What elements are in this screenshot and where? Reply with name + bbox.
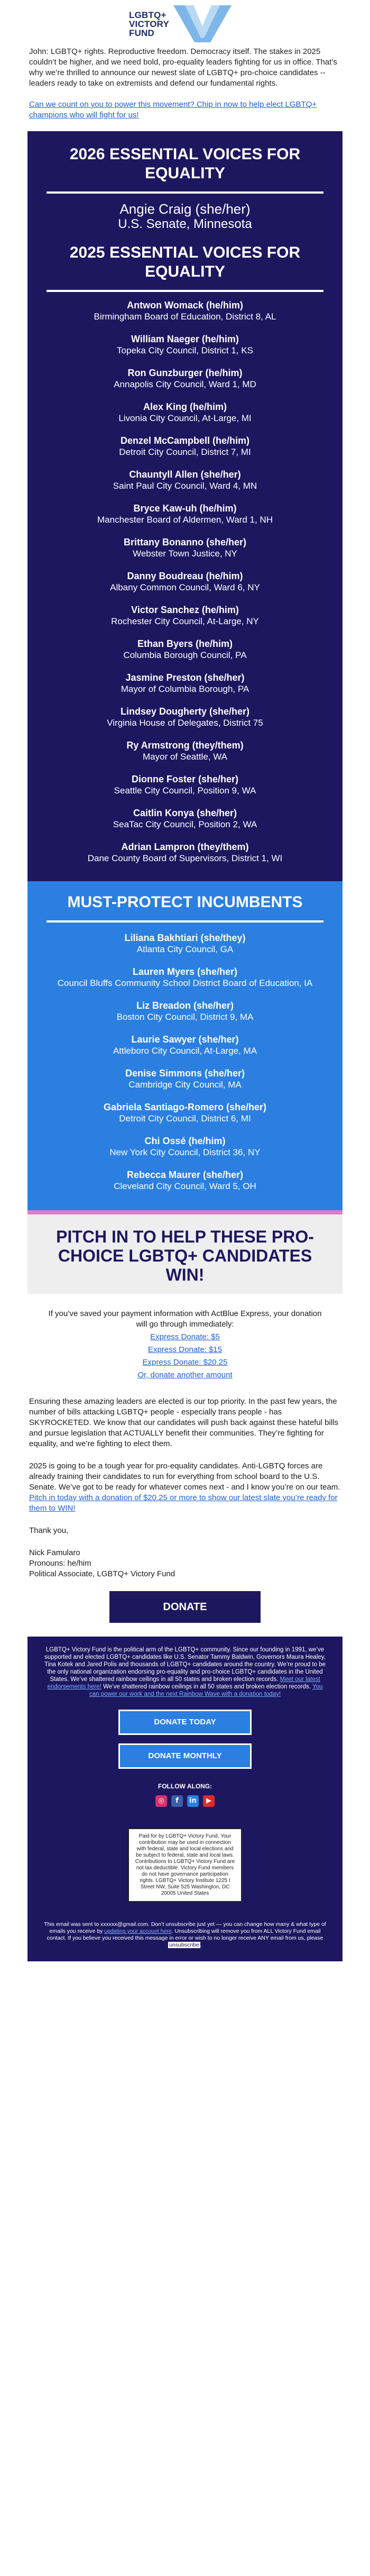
intro-text: John: LGBTQ+ rights. Reproductive freedom. Democracy itself. The stakes in 2025 couldn’t be higher, and we need bold, pro-equality leaders fighting for us in office. That’s why we’re thrilled to announce our newest slate of LGBTQ+ pro-choice candidates -- leaders ready to take on extremists and defend our fundamental rights.	[29, 47, 337, 88]
candidate-entry	[43, 1034, 327, 1057]
candidate-entry	[43, 401, 327, 424]
section-heading-incumbents: MUST-PROTECT INCUMBENTS	[67, 893, 303, 911]
pitch-banner	[27, 1214, 343, 1294]
candidate-entry	[43, 932, 327, 955]
letter-body	[0, 1383, 370, 1579]
candidate-entry	[43, 841, 327, 864]
donate-button[interactable]: DONATE	[109, 1591, 261, 1623]
candidate-name: Laurie Sawyer (she/her)	[131, 1034, 239, 1045]
candidate-name: Caitlin Konya (she/her)	[133, 808, 237, 818]
candidate-entry	[43, 966, 327, 989]
candidate-office: Rochester City Council, At-Large, NY	[111, 616, 259, 626]
candidate-office: Dane County Board of Supervisors, District 1, WI	[87, 853, 283, 863]
candidate-entry	[43, 773, 327, 797]
youtube-icon[interactable]: ▶	[203, 1795, 215, 1807]
pitch-in-link[interactable]: Pitch in today with a donation of $20.25 or more to show our latest slate you’re ready for them to WIN!	[29, 1493, 338, 1513]
unsub-text: .	[200, 1942, 202, 1948]
section-heading-2025: 2025 ESSENTIAL VOICES FOR EQUALITY	[69, 244, 301, 280]
candidate-name: Angie Craig (she/her)	[119, 201, 251, 217]
social-links	[42, 1795, 328, 1807]
unsubscribe-link[interactable]: unsubscribe	[169, 1942, 199, 1948]
candidate-name: Gabriela Santiago-Romero (she/her)	[103, 1102, 267, 1112]
essential-voices-section	[27, 131, 343, 881]
candidate-office: Cleveland City Council, Ward 5, OH	[114, 1181, 256, 1191]
candidate-name: Rebecca Maurer (she/her)	[126, 1170, 244, 1180]
candidate-office: Boston City Council, District 9, MA	[116, 1012, 254, 1022]
candidate-name: Liz Breadon (she/her)	[136, 1000, 234, 1011]
candidate-office: Livonia City Council, At-Large, MI	[118, 413, 252, 423]
express-donate-5[interactable]: Express Donate: $5	[150, 1332, 220, 1341]
donate-today-button[interactable]: DONATE TODAY	[118, 1710, 252, 1735]
divider	[47, 191, 323, 194]
body-text: 2025 is going to be a tough year for pro-equality candidates. Anti-LGBTQ forces are already training their candidates to run for everything from school board to the U.S. Senate. We’ve got to be ready for whatever comes next - and I know you’re on our team.	[29, 1461, 340, 1492]
candidate-office: Seattle City Council, Position 9, WA	[114, 785, 256, 796]
candidate-name: Denzel McCampbell (he/him)	[120, 435, 250, 446]
candidate-list-incumbents	[43, 932, 327, 1192]
candidate-entry	[43, 604, 327, 627]
candidate-office: New York City Council, District 36, NY	[109, 1147, 261, 1157]
candidate-entry	[43, 739, 327, 763]
candidate-office: Detroit City Council, District 6, MI	[119, 1113, 251, 1123]
candidate-name: Victor Sanchez (he/him)	[131, 605, 239, 615]
candidate-office: Columbia Borough Council, PA	[123, 650, 247, 660]
candidate-entry	[43, 570, 327, 593]
candidate-name: Chi Ossé (he/him)	[144, 1136, 226, 1146]
candidate-entry	[43, 367, 327, 390]
candidate-office: Attleboro City Council, At-Large, MA	[113, 1046, 257, 1056]
body-paragraph	[29, 1461, 341, 1514]
candidate-office: Albany Common Council, Ward 6, NY	[110, 582, 260, 592]
candidate-office: Mayor of Seattle, WA	[143, 752, 227, 762]
logo-line: LGBTQ+	[129, 10, 166, 20]
donate-other-amount[interactable]: Or, donate another amount	[137, 1371, 233, 1380]
candidate-name: Dionne Foster (she/her)	[131, 774, 239, 784]
candidate-office: U.S. Senate, Minnesota	[118, 217, 252, 231]
candidate-list-2025	[43, 299, 327, 864]
candidate-office: Cambridge City Council, MA	[128, 1080, 242, 1090]
candidate-name: Lindsey Dougherty (she/her)	[120, 706, 250, 717]
intro	[0, 47, 370, 121]
express-donate-15[interactable]: Express Donate: $15	[147, 1345, 223, 1354]
linkedin-icon[interactable]: in	[187, 1795, 199, 1807]
unsubscribe-text	[42, 1921, 328, 1949]
logo[interactable]	[129, 11, 169, 38]
rainbow-wave-link[interactable]: You can power our work and the next Rainbow Wave with a donation today!	[89, 1684, 323, 1697]
candidate-entry	[43, 333, 327, 357]
logo-line: VICTORY	[129, 19, 170, 29]
thanks: Thank you,	[29, 1526, 69, 1535]
candidate-office: Atlanta City Council, GA	[136, 944, 234, 954]
candidate-office: Council Bluffs Community School District Board of Education, IA	[57, 978, 313, 988]
paid-for-box: Paid for by LGBTQ+ Victory Fund. Your contribution may be used in connection with federal, state and local elections and be subject to federal, state and local laws. Contributions to LGBTQ+ Victory Fund are not tax deductible. Victory Fund members do not have governance participation rights. LGBTQ+ Victory Institute 1225 I Street NW, Suite 525 Washington, DC 20005 United States	[128, 1828, 242, 1902]
candidate-entry	[43, 1000, 327, 1023]
candidate-office: Virginia House of Delegates, District 75	[107, 718, 263, 728]
candidate-office: Webster Town Justice, NY	[133, 549, 237, 559]
body-paragraph: Ensuring these amazing leaders are elected is our top priority. In the past few years, the number of bills attacking LGBTQ+ people - especially trans people - has SKYROCKETED. We know that our candidates will push back against these hateful bills and pursue legislation that ACTUALLY benefit their communities. They’re fighting for equality, and we’re fighting to elect them.	[29, 1397, 339, 1448]
candidate-entry	[43, 807, 327, 830]
follow-label: FOLLOW ALONG:	[158, 1783, 212, 1790]
candidate-office: SeaTac City Council, Position 2, WA	[113, 819, 257, 829]
candidate-entry	[43, 536, 327, 560]
incumbents-section	[27, 881, 343, 1210]
candidate-office: Manchester Board of Aldermen, Ward 1, NH	[97, 515, 273, 525]
candidate-entry	[43, 1169, 327, 1192]
candidate-entry	[43, 672, 327, 695]
unsub-text: This email was sent to xxxxxx@gmail.com. Don’t unsubscribe just yet — you can change how many & what type of emails you receive by	[44, 1921, 326, 1934]
candidate-name: Brittany Bonanno (she/her)	[123, 537, 246, 547]
intro-donate-link[interactable]: Can we count on you to power this movement? Chip in now to help elect LGBTQ+ champions who will fight for us!	[29, 100, 317, 120]
footer	[27, 1637, 343, 1961]
divider	[47, 290, 323, 292]
candidate-name: William Naeger (he/him)	[131, 334, 239, 344]
candidate-entry	[43, 435, 327, 458]
candidate-name: Alex King (he/him)	[143, 401, 227, 412]
candidate-office: Birmingham Board of Education, District 8, AL	[94, 312, 276, 322]
candidate-entry	[43, 1101, 327, 1125]
pitch-heading: PITCH IN TO HELP THESE PRO-CHOICE LGBTQ+ CANDIDATES WIN!	[56, 1227, 314, 1284]
candidate-name: Ry Armstrong (they/them)	[126, 740, 244, 751]
candidate-name: Lauren Myers (she/her)	[132, 966, 238, 977]
signer-title: Political Associate, LGBTQ+ Victory Fund	[29, 1569, 175, 1578]
express-donate-20[interactable]: Express Donate: $20.25	[142, 1358, 228, 1367]
candidate-name: Denise Simmons (she/her)	[125, 1068, 245, 1079]
logo-line: FUND	[129, 28, 155, 38]
bottom-spacer	[0, 1961, 370, 1972]
candidate-entry	[43, 638, 327, 661]
candidate-office: Annapolis City Council, Ward 1, MD	[114, 379, 256, 389]
about-text	[42, 1646, 328, 1698]
facebook-icon[interactable]: f	[171, 1795, 183, 1807]
candidate-office: Detroit City Council, District 7, MI	[119, 447, 251, 457]
donate-intro: If you’ve saved your payment information with ActBlue Express, your donation will go through immediately:	[48, 1309, 322, 1329]
donate-monthly-button[interactable]: DONATE MONTHLY	[118, 1743, 252, 1769]
candidate-entry	[43, 1135, 327, 1158]
update-account-link[interactable]: updating your account here	[104, 1928, 172, 1934]
signer-pronouns: Pronouns: he/him	[29, 1559, 91, 1568]
header	[0, 0, 370, 47]
candidate-entry	[43, 299, 327, 323]
candidate-name: Bryce Kaw-uh (he/him)	[133, 503, 237, 514]
candidate-name: Jasmine Preston (she/her)	[125, 672, 245, 683]
express-donate-list	[0, 1309, 370, 1381]
candidate-entry	[43, 1067, 327, 1091]
candidate-name: Liliana Bakhtiari (she/they)	[124, 933, 246, 943]
divider	[47, 920, 323, 922]
pink-divider	[27, 1210, 343, 1214]
candidate-office: Mayor of Columbia Borough, PA	[121, 684, 249, 694]
candidate-name: Ron Gunzburger (he/him)	[127, 368, 243, 378]
about-mid: We’ve shattered rainbow ceilings in all 50 states and broken election records.	[103, 1684, 311, 1690]
about-body: LGBTQ+ Victory Fund is the political arm of the LGBTQ+ community. Since our founding in 1991, we’ve supported and elected LGBTQ+ candidates like U.S. Senator Tammy Baldwin, Governors Maura Healey, Tina Kotek and Jared Polis and thousands of LGBTQ+ candidates around the country. We’re proud to be the only national organization endorsing pro-equality and pro-choice LGBTQ+ candidates in the United States. We’ve shattered rainbow ceilings in all 50 states and broken election records.	[44, 1647, 326, 1683]
candidate-office: Topeka City Council, District 1, KS	[117, 345, 253, 355]
signer-name: Nick Famularo	[29, 1548, 80, 1557]
endorsements-link[interactable]: Meet our latest endorsements here!	[47, 1676, 320, 1690]
section-heading-2026: 2026 ESSENTIAL VOICES FOR EQUALITY	[69, 145, 301, 182]
candidate-name: Chauntyll Allen (she/her)	[129, 469, 241, 480]
candidate-office: Saint Paul City Council, Ward 4, MN	[113, 481, 257, 491]
candidate-name: Danny Boudreau (he/him)	[127, 571, 243, 581]
candidate-entry	[43, 706, 327, 729]
signature	[29, 1548, 341, 1579]
candidate-name: Ethan Byers (he/him)	[137, 638, 233, 649]
candidate-entry	[43, 469, 327, 492]
unsub-text: . Unsubscribing will remove you from ALL Victory Fund email contact. If you believe you received this message in error or wish to no longer receive ANY email from us, please	[47, 1928, 323, 1941]
candidate-name: Adrian Lampron (they/them)	[121, 842, 249, 852]
instagram-icon[interactable]: ◎	[155, 1795, 167, 1807]
candidate-entry	[43, 503, 327, 526]
logo-v-icon	[173, 5, 232, 42]
candidate-name: Antwon Womack (he/him)	[127, 300, 243, 310]
